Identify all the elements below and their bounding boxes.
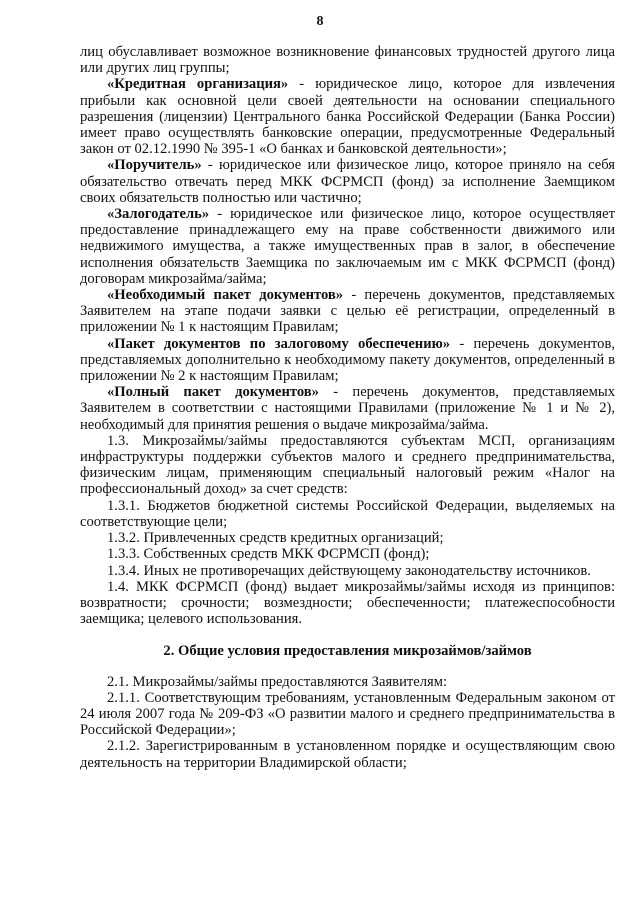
paragraph-text: - перечень документов, представляемых Заявителем в соответствии с настоящими Правилами (приложение № 1 и № 2), необходимый для принятия решения о выдаче микрозайма/займа.	[80, 384, 615, 433]
defined-term: «Поручитель»	[107, 157, 202, 174]
paragraph-text: лиц обуславливает возможное возникновение финансовых трудностей другого лица или других лиц группы;	[80, 44, 615, 77]
paragraph-text: 2.1. Микрозаймы/займы предоставляются Заявителям:	[107, 673, 448, 690]
defined-term: «Необходимый пакет документов»	[107, 287, 344, 304]
paragraph	[80, 336, 615, 385]
paragraph	[80, 206, 615, 287]
paragraph	[80, 674, 615, 690]
paragraph-text: 1.3.3. Собственных средств МКК ФСРМСП (фонд);	[107, 546, 430, 563]
paragraph	[80, 563, 615, 579]
paragraph-text: 2.1.2. Зарегистрированным в установленном порядке и осуществляющим свою деятельность на территории Владимирской области;	[80, 738, 615, 771]
paragraph-text: - юридическое или физическое лицо, которое осуществляет предоставление принадлежащего ему на праве собственности движимого или недвижимого имущества, а также имущественных прав в залог, в обеспечение исполнения обязательств Заемщика по заключаемым им с МКК ФСРМСП (фонд) договорам микрозайма/займа;	[80, 206, 615, 287]
paragraph	[80, 44, 615, 76]
general-conditions-block	[80, 674, 615, 771]
paragraph-text: - юридическое лицо, которое для извлечения прибыли как основной цели своей деятельности на основании специального разрешения (лицензии) Центрального банка Российской Федерации (Банка России) имеет право осуществлять банковские операции, предусмотренные Федеральный закон от 02.12.1990 № 395-1 «О банках и банковской деятельности»;	[80, 76, 615, 158]
definitions-block	[80, 44, 615, 627]
paragraph-text: - перечень документов, представляемых дополнительно к необходимому пакету документов, определенный в приложении № 2 к настоящим Правилам;	[80, 335, 615, 385]
paragraph	[80, 738, 615, 770]
defined-term: «Полный пакет документов»	[107, 384, 319, 401]
defined-term: «Кредитная организация»	[107, 76, 289, 93]
defined-term: «Залогодатель»	[107, 206, 210, 223]
paragraph	[80, 579, 615, 628]
page-number: 8	[316, 14, 324, 29]
paragraph	[80, 498, 615, 530]
paragraph-text: - юридическое или физическое лицо, которое приняло на себя обязательство отвечать перед МКК ФСРМСП (фонд) за исполнение Заемщиком своих обязательств полностью или частично;	[80, 157, 615, 206]
paragraph	[80, 433, 615, 498]
paragraph	[80, 287, 615, 336]
paragraph-text: - перечень документов, представляемых Заявителем на этапе подачи заявки с целью её регистрации, определенный в приложении № 1 к настоящим Правилам;	[80, 287, 615, 336]
paragraph	[80, 157, 615, 206]
paragraph	[80, 76, 615, 157]
defined-term: «Пакет документов по залоговому обеспечению»	[107, 335, 451, 352]
paragraph	[80, 530, 615, 546]
paragraph-text: 1.3.4. Иных не противоречащих действующему законодательству источников.	[107, 562, 591, 579]
paragraph-text: 1.3.2. Привлеченных средств кредитных организаций;	[107, 530, 444, 547]
paragraph-text: 1.4. МКК ФСРМСП (фонд) выдает микрозаймы/займы исходя из принципов: возвратности; срочности; возмездности; обеспеченности; платежеспособности заемщика; целевого использования.	[80, 578, 615, 628]
paragraph-text: 1.3. Микрозаймы/займы предоставляются субъектам МСП, организациям инфраструктуры поддержки субъектов малого и среднего предпринимательства, физическим лицам, применяющим специальный налоговый режим «Налог на профессиональный доход» за счет средств:	[80, 432, 615, 498]
paragraph	[80, 546, 615, 562]
paragraph-text: 1.3.1. Бюджетов бюджетной системы Российской Федерации, выделяемых на соответствующие цели;	[80, 497, 615, 530]
paragraph-text: 2.1.1. Соответствующим требованиям, установленным Федеральным законом от 24 июля 2007 года № 209-ФЗ «О развитии малого и среднего предпринимательства в Российской Федерации»;	[80, 689, 615, 739]
section-heading: 2. Общие условия предоставления микрозаймов/займов	[163, 643, 532, 660]
document-body	[80, 44, 615, 771]
paragraph	[80, 384, 615, 433]
paragraph	[80, 690, 615, 739]
